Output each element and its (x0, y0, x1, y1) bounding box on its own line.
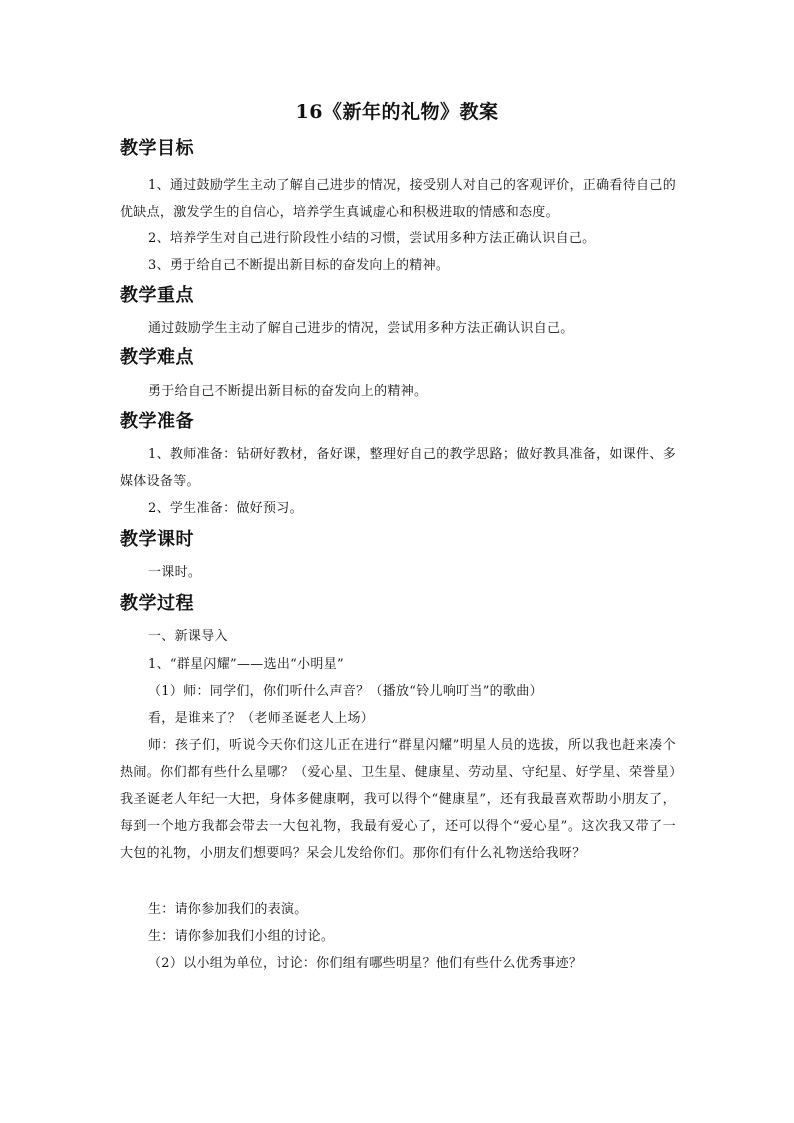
process-paragraph-4: 看，是谁来了？（老师圣诞老人上场） (148, 711, 375, 726)
class-hours-paragraph: 一课时。 (148, 565, 202, 580)
process-paragraph-8: （2）以小组为单位，讨论：你们组有哪些明星？他们有些什么优秀事迹？ (148, 956, 583, 971)
process-paragraph-6: 生：请你参加我们的表演。 (148, 902, 308, 917)
preparation-paragraph-1: 1、教师准备：钻研好教材，备好课，整理好自己的教学思路；做好教具准备，如课件、多媒体设备等。 (120, 447, 676, 489)
section-heading-key-points: 教学重点 (120, 285, 194, 306)
section-heading-objectives: 教学目标 (120, 138, 194, 159)
objective-paragraph-3: 3、勇于给自己不断提出新目标的奋发向上的精神。 (148, 258, 450, 273)
process-paragraph-7: 生：请你参加我们小组的讨论。 (148, 929, 335, 944)
preparation-paragraph-2: 2、学生准备：做好预习。 (148, 501, 303, 516)
section-heading-difficulties: 教学难点 (120, 347, 194, 368)
process-paragraph-2: 1、“群星闪耀”——选出“小明星” (148, 657, 344, 672)
objective-paragraph-2: 2、培养学生对自己进行阶段性小结的习惯，尝试用多种方法正确认识自己。 (148, 231, 596, 246)
difficulties-paragraph: 勇于给自己不断提出新目标的奋发向上的精神。 (148, 384, 428, 399)
section-heading-class-hours: 教学课时 (120, 529, 194, 550)
objective-paragraph-1: 1、通过鼓励学生主动了解自己进步的情况，接受别人对自己的客观评价，正确看待自己的优缺点，激发学生的自信心，培养学生真诚虚心和积极进取的情感和态度。 (120, 178, 676, 220)
process-paragraph-1: 一、新课导入 (148, 629, 228, 644)
section-heading-preparation: 教学准备 (120, 411, 194, 432)
key-points-paragraph: 通过鼓励学生主动了解自己进步的情况，尝试用多种方法正确认识自己。 (148, 321, 574, 336)
process-paragraph-3: （1）师：同学们，你们听什么声音？（播放“铃儿响叮当”的歌曲） (148, 684, 543, 699)
document-title: 16《新年的礼物》教案 (295, 101, 499, 123)
section-heading-process: 教学过程 (120, 593, 194, 614)
process-paragraph-5: 师：孩子们，听说今天你们这儿正在进行“群星闪耀”明星人员的选拔，所以我也赶来凑个热闹。你们都有些什么星哪？（爱心星、卫生星、健康星、劳动星、守纪星、好学星、荣誉星）我圣诞老人年纪一大把，身体多健康啊，我可以得个“健康星”，还有我最喜欢帮助小朋友了，每到一个地方我都会带去一大包礼物，我最有爱心了，还可以得个“爱心星”。这次我又带了一大包的礼物，小朋友们想要吗？呆会儿发给你们。那你们有什么礼物送给我呀？ (120, 738, 676, 861)
